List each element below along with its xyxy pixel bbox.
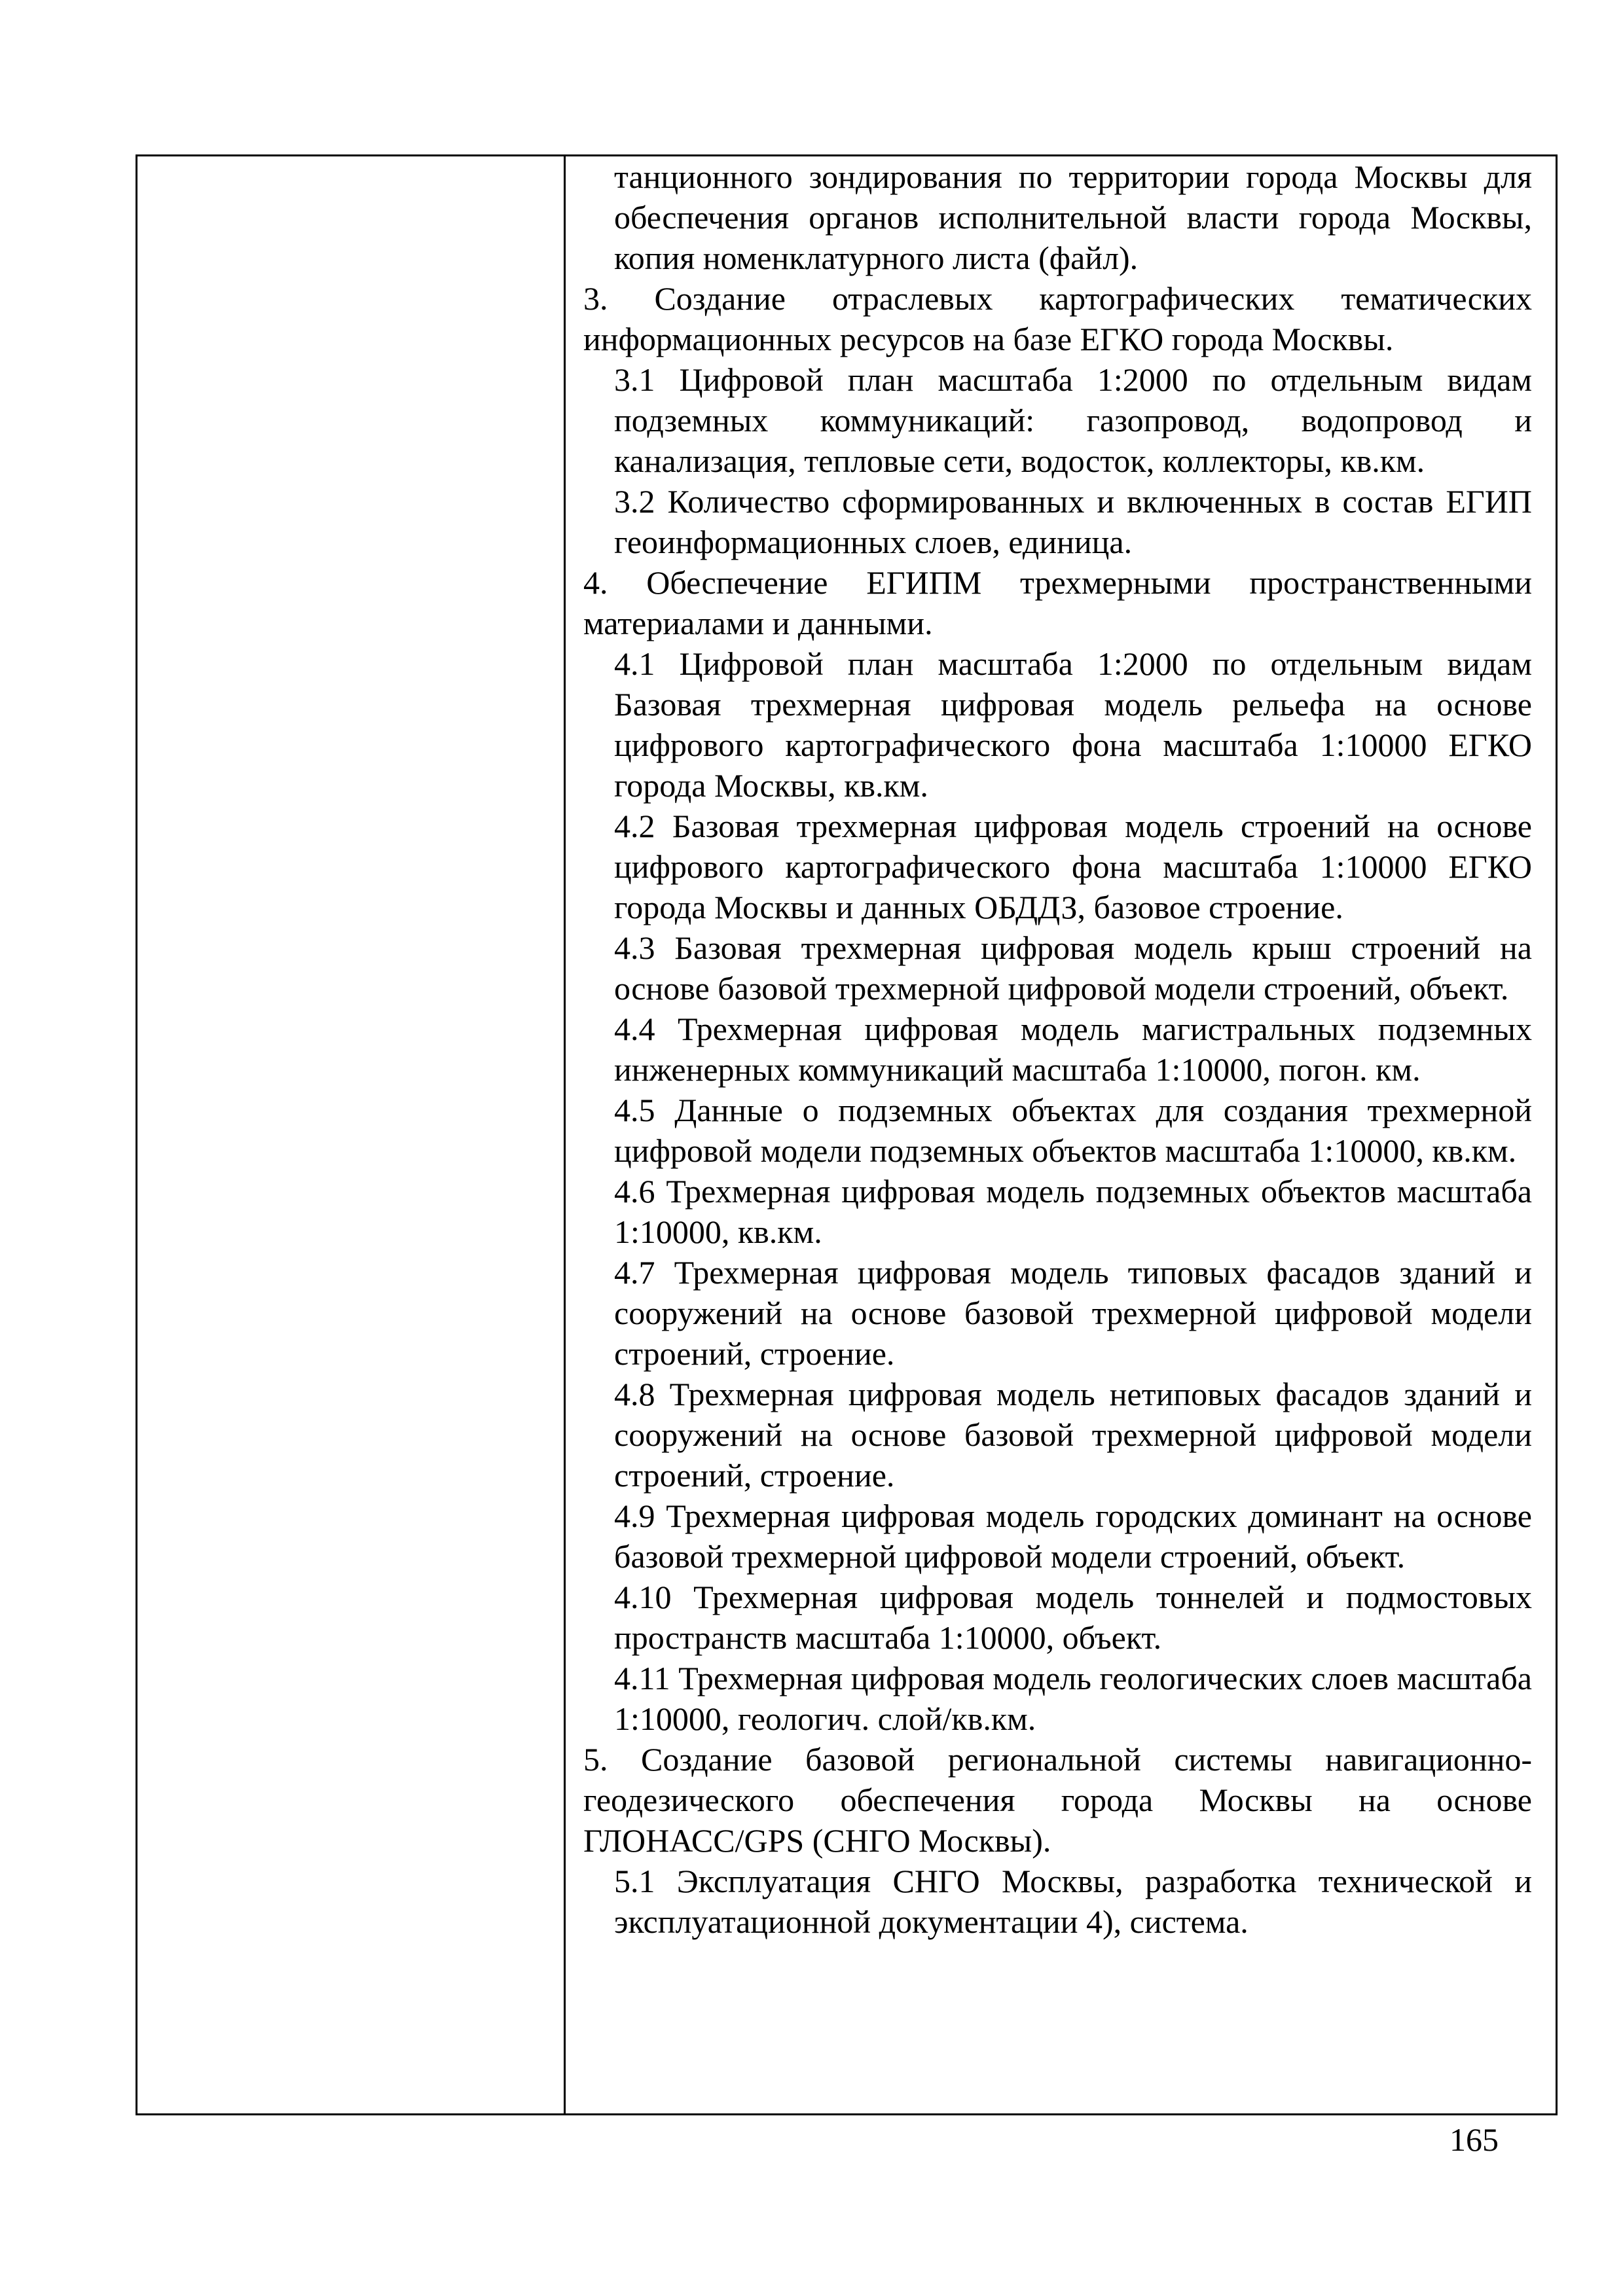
list-item: 4.6 Трехмерная цифровая модель подземных объектов масштаба 1:10000, кв.км. (614, 1173, 1532, 1250)
list-item: 4.8 Трехмерная цифровая модель нетиповых фасадов зданий и сооружений на основе базовой трехмерной цифровой модели строений, строение. (614, 1376, 1532, 1494)
list-item: 4.11 Трехмерная цифровая модель геологических слоев масштаба 1:10000, геологич. слой/кв.км. (614, 1660, 1532, 1737)
section-heading: 4. Обеспечение ЕГИПМ трехмерными пространственными материалами и данными. (583, 564, 1532, 641)
list-item: 4.7 Трехмерная цифровая модель типовых фасадов зданий и сооружений на основе базовой трехмерной цифровой модели строений, строение. (614, 1254, 1532, 1372)
document-table (136, 154, 1558, 2115)
page-number: 165 (1450, 2121, 1499, 2158)
list-item: 4.10 Трехмерная цифровая модель тоннелей и подмостовых пространств масштаба 1:10000, объект. (614, 1579, 1532, 1656)
list-item: танционного зондирования по территории города Москвы для обеспечения органов исполнительной власти города Москвы, копия номенклатурного листа (файл). (614, 158, 1532, 276)
list-item: 3.2 Количество сформированных и включенных в состав ЕГИП геоинформационных слоев, единица. (614, 483, 1532, 560)
list-item: 4.3 Базовая трехмерная цифровая модель крыш строений на основе базовой трехмерной цифровой модели строений, объект. (614, 929, 1532, 1007)
list-item: 4.2 Базовая трехмерная цифровая модель строений на основе цифрового картографического фона масштаба 1:10000 ЕГКО города Москвы и данных ОБДДЗ, базовое строение. (614, 808, 1532, 925)
column-divider (564, 156, 566, 2113)
list-item: 4.4 Трехмерная цифровая модель магистральных подземных инженерных коммуникаций масштаба 1:10000, погон. км. (614, 1011, 1532, 1088)
list-item: 4.1 Цифровой план масштаба 1:2000 по отдельным видам Базовая трехмерная цифровая модель рельефа на основе цифрового картографического фона масштаба 1:10000 ЕГКО города Москвы, кв.км. (614, 645, 1532, 804)
list-item: 4.5 Данные о подземных объектах для создания трехмерной цифровой модели подземных объектов масштаба 1:10000, кв.км. (614, 1092, 1532, 1169)
section-heading: 3. Создание отраслевых картографических тематических информационных ресурсов на базе ЕГКО города Москвы. (583, 280, 1532, 357)
right-column-content (583, 156, 1532, 1942)
section-heading: 5. Создание базовой региональной системы навигационно-геодезического обеспечения города Москвы на основе ГЛОНАСС/GPS (СНГО Москвы). (583, 1741, 1532, 1859)
list-item: 5.1 Эксплуатация СНГО Москвы, разработка технической и эксплуатационной документации 4), система. (614, 1863, 1532, 1940)
list-item: 3.1 Цифровой план масштаба 1:2000 по отдельным видам подземных коммуникаций: газопровод, водопровод и канализация, тепловые сети, водосток, коллекторы, кв.км. (614, 361, 1532, 479)
list-item: 4.9 Трехмерная цифровая модель городских доминант на основе базовой трехмерной цифровой модели строений, объект. (614, 1498, 1532, 1575)
